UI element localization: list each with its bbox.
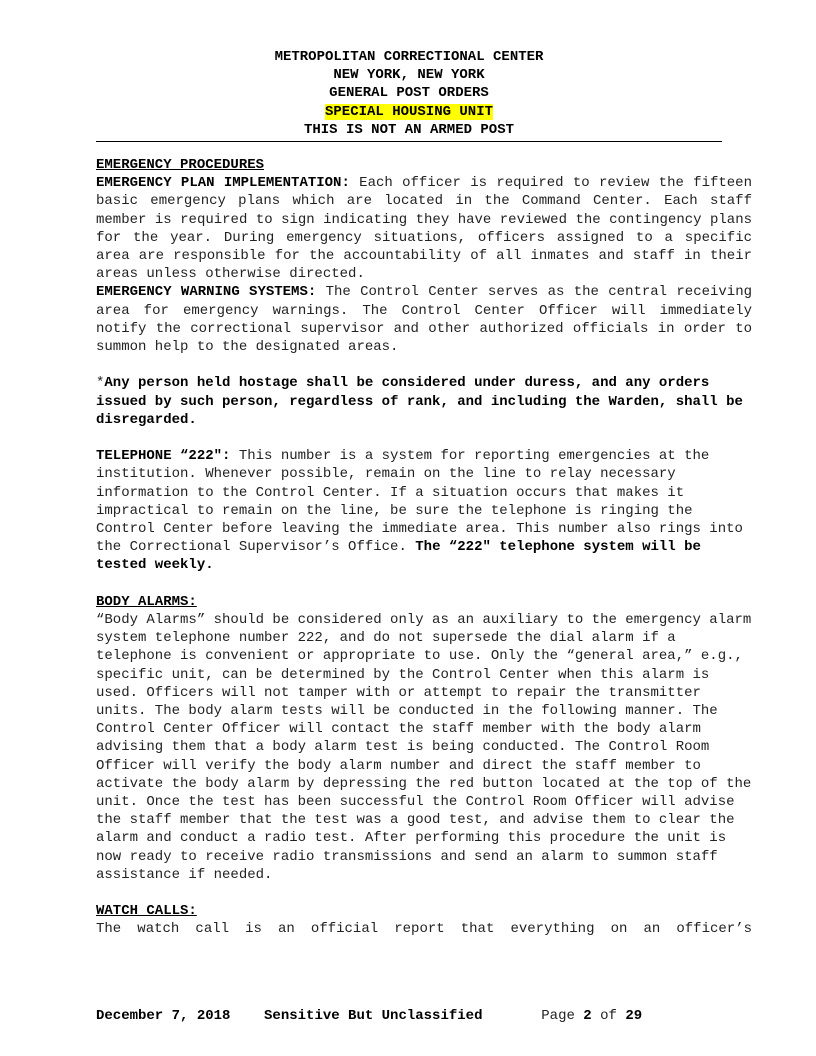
footer-classification: Sensitive But Unclassified: [264, 1008, 483, 1024]
paragraph-telephone: [96, 447, 752, 574]
hostage-asterisk: *: [96, 375, 105, 392]
header-divider: [96, 141, 722, 142]
text-warning-systems: The Control Center serves as the central receiving area for emergency warnings. The Control Center Officer will immediately notify the correctional supervisor and other authorized officials in order to summon help to the designated areas.: [96, 284, 752, 355]
footer-page-total: 29: [625, 1008, 643, 1024]
section-heading-body-alarms: BODY ALARMS:: [96, 593, 197, 610]
header-armed-status: THIS IS NOT AN ARMED POST: [303, 121, 515, 138]
section-heading-emergency-procedures: EMERGENCY PROCEDURES: [96, 156, 265, 173]
paragraph-hostage-notice: [96, 374, 752, 429]
header-unit-highlighted: SPECIAL HOUSING UNIT: [324, 103, 494, 120]
header-location: NEW YORK, NEW YORK: [333, 67, 485, 84]
header-doc-type: GENERAL POST ORDERS: [329, 85, 489, 102]
footer-page-number: 2: [583, 1008, 592, 1024]
paragraph-watch-calls: The watch call is an official report that everything on an officer’s: [96, 921, 752, 938]
document-header: [96, 48, 722, 139]
label-telephone: TELEPHONE “222":: [96, 448, 231, 465]
text-emergency-plan: Each officer is required to review the fifteen basic emergency plans which are located in the Command Center. Each staff member is required to sign indicating they have reviewed the contingency plans for the year. During emergency situations, officers assigned to a specific area are responsible for the accountability of all inmates and staff in their areas unless otherwise directed.: [96, 175, 752, 283]
label-emergency-plan: EMERGENCY PLAN IMPLEMENTATION:: [96, 175, 350, 192]
text-hostage-notice: Any person held hostage shall be considered under duress, and any orders issued by such person, regardless of rank, and including the Warden, shall be disregarded.: [96, 375, 743, 428]
page-footer: [96, 1008, 736, 1024]
label-warning-systems: EMERGENCY WARNING SYSTEMS:: [96, 284, 317, 301]
text-telephone-test: The “222" telephone system will be tested weekly.: [96, 539, 701, 574]
footer-page-word: Page: [541, 1008, 575, 1024]
footer-date: December 7, 2018: [96, 1008, 231, 1024]
footer-of-word: of: [600, 1008, 617, 1024]
paragraph-warning-systems: [96, 283, 752, 356]
section-heading-watch-calls: WATCH CALLS:: [96, 903, 197, 920]
paragraph-emergency-plan: [96, 174, 752, 283]
paragraph-body-alarms: “Body Alarms” should be considered only as an auxiliary to the emergency alarm system telephone number 222, and do not supersede the dial alarm if a telephone is convenient or appropriate to use. Only the “general area,” e.g., specific unit, can be determined by the Control Center when this alarm is used. Officers will not tamper with or attempt to repair the transmitter units. The body alarm tests will be conducted in the following manner. The Control Center Officer will contact the staff member with the body alarm advising them that a body alarm test is being conducted. The Control Room Officer will verify the body alarm number and direct the staff member to activate the body alarm by depressing the red button located at the top of the unit. Once the test has been successful the Control Room Officer will advise the staff member that the test was a good test, and advise them to clear the alarm and conduct a radio test. After performing this procedure the unit is now ready to receive radio transmissions and send an alarm to summon staff assistance if needed.: [96, 611, 752, 883]
text-telephone: This number is a system for reporting emergencies at the institution. Whenever possible, remain on the line to relay necessary information to the Control Center. If a situation occurs that makes it impractical to remain on the line, be sure the telephone is ringing the Control Center before leaving the immediate area. This number also rings into the Correctional Supervisor’s Office.: [96, 448, 743, 556]
header-institution: METROPOLITAN CORRECTIONAL CENTER: [274, 49, 544, 65]
document-page: [96, 48, 752, 939]
